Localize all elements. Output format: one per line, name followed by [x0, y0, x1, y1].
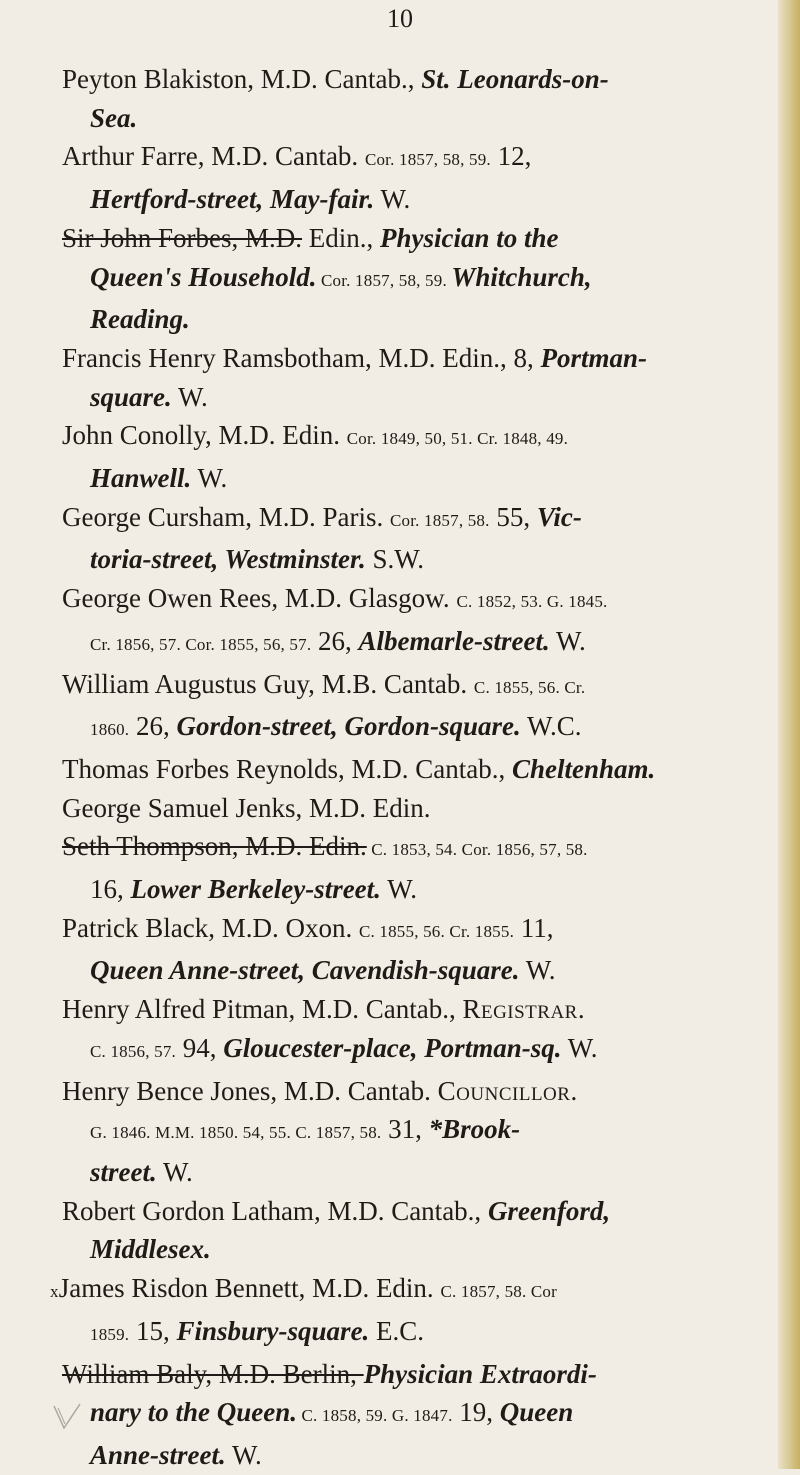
page-edge [778, 0, 800, 1469]
entry-address: square. [90, 381, 172, 412]
entry-text: 11, [514, 912, 554, 943]
entry-line [62, 990, 774, 1029]
entry-address: Gloucester-place, Portman-sq. [223, 1032, 562, 1063]
entry-dates: Cor. 1857, 58, 59. [316, 270, 452, 290]
entry-text: 31, [381, 1114, 429, 1145]
entry-text: George Cursham, M.D. Paris. [62, 501, 390, 532]
entry-line [62, 1230, 774, 1269]
entry-text: Arthur Farre, M.D. Cantab. [62, 141, 365, 172]
entry-text: Edin., [302, 222, 381, 253]
entry-text: W. [519, 955, 556, 986]
entry-address: Gordon-street, Gordon-square. [176, 711, 521, 742]
entry-address: Finsbury-square. [176, 1315, 370, 1346]
entry-line [62, 416, 774, 459]
entry-line [62, 1110, 774, 1153]
entry-text: 94, [176, 1032, 224, 1063]
entry-address: Queen's Household. [90, 261, 317, 292]
entry-line [62, 540, 774, 579]
entry-text: W. [156, 1156, 193, 1187]
entry-address: nary to the Queen. [90, 1397, 298, 1428]
entry-text: W. [549, 625, 586, 656]
entry-dates: C. 1856, 57. [90, 1041, 176, 1061]
entry-line [62, 99, 774, 138]
entry-dates: 1859. [90, 1324, 130, 1344]
entry-dates: C. 1857, 58. Cor [440, 1282, 557, 1302]
entry-line [62, 1312, 774, 1355]
entry-address: *Brook- [428, 1114, 521, 1145]
entry-text: James Risdon Bennett, M.D. Edin. [58, 1273, 441, 1304]
entry-address: street. [90, 1156, 157, 1187]
entry-address: Physician to the [380, 222, 559, 253]
entry-line [62, 258, 774, 301]
entry-dates: Cor. 1857, 58. [389, 510, 490, 530]
entry-line [62, 1393, 774, 1436]
entry-dates: C. 1855, 56. Cr. [473, 677, 586, 697]
entry-dates: C. 1858, 59. G. 1847. [297, 1406, 453, 1426]
entry-office: Registrar. [462, 994, 586, 1025]
entry-text: 26, [129, 711, 177, 742]
entry-line [62, 180, 774, 219]
entry-text: E.C. [369, 1315, 425, 1346]
entry-dates: C. 1852, 53. G. 1845. [456, 592, 608, 612]
entry-line [62, 1355, 774, 1394]
entry-address: Cheltenham. [511, 753, 656, 784]
entry-line [62, 1072, 774, 1111]
entry-text: George Samuel Jenks, M.D. Edin. [62, 792, 431, 823]
margin-note: x [50, 1282, 59, 1302]
entry-address: Albemarle-street. [358, 625, 550, 656]
entry-line [62, 219, 774, 258]
entry-address: Vic- [536, 501, 582, 532]
entry-text: 12, [490, 141, 532, 172]
entry-text: W. [191, 463, 228, 494]
entry-text: 19, [452, 1397, 500, 1428]
entry-line [62, 622, 774, 665]
entry-dates: Cor. 1857, 58, 59. [364, 150, 491, 170]
entry-address: Portman- [540, 342, 647, 373]
entry-text: 15, [129, 1315, 177, 1346]
entry-dates: 1860. [90, 720, 130, 740]
entry-text: Seth Thompson, M.D. Edin. [62, 831, 367, 862]
entry-line [62, 1029, 774, 1072]
entry-office: Councillor. [437, 1075, 578, 1106]
entry-line [62, 665, 774, 708]
entry-line [62, 459, 774, 498]
entry-line [62, 909, 774, 952]
entry-line [62, 60, 774, 99]
entry-text: W. [225, 1439, 262, 1470]
entry-line [62, 1153, 774, 1192]
entry-address: Middlesex. [90, 1234, 211, 1265]
entry-address: Physician Extraordi- [363, 1358, 597, 1389]
entry-address: toria-street, Westminster. [90, 544, 366, 575]
entry-line [62, 707, 774, 750]
entry-dates: Cor. 1849, 50, 51. Cr. 1848, 49. [346, 429, 569, 449]
entry-text: Sir John Forbes, M.D. [62, 222, 303, 253]
entry-address: Hanwell. [90, 463, 192, 494]
entry-text: W. [561, 1032, 598, 1063]
pencil-check-mark-icon [52, 1402, 82, 1432]
entry-text: 55, [489, 501, 537, 532]
entry-text: W. [171, 381, 208, 412]
entry-line [62, 951, 774, 990]
entry-text: George Owen Rees, M.D. Glasgow. [62, 583, 457, 614]
entry-line [62, 498, 774, 541]
entry-text: W. [380, 874, 417, 905]
entry-dates: Cr. 1856, 57. Cor. 1855, 56, 57. [90, 634, 312, 654]
entry-line [50, 1269, 774, 1312]
entry-line [62, 827, 774, 870]
entry-text: W.C. [520, 711, 582, 742]
entry-address: Anne-street. [90, 1439, 226, 1470]
entry-text: 16, [90, 874, 131, 905]
entry-dates: G. 1846. M.M. 1850. 54, 55. C. 1857, 58. [90, 1123, 382, 1143]
member-list [50, 60, 774, 1475]
entry-text: William Baly, M.D. Berlin, [62, 1358, 364, 1389]
entry-line [62, 1192, 774, 1231]
entry-address: Reading. [90, 304, 190, 335]
entry-dates: C. 1853, 54. Cor. 1856, 57, 58. [366, 840, 588, 860]
entry-address: St. Leonards-on- [421, 64, 609, 94]
entry-text: Henry Alfred Pitman, M.D. Cantab., [62, 994, 463, 1025]
entry-address: Sea. [90, 102, 138, 133]
entry-text: William Augustus Guy, M.B. Cantab. [62, 668, 474, 699]
entry-line [62, 300, 774, 339]
entry-address: Hertford-street, May-fair. [90, 184, 375, 215]
entry-address: Greenford, [487, 1195, 611, 1226]
entry-line [62, 870, 774, 909]
entry-line [62, 339, 774, 378]
entry-dates: C. 1855, 56. Cr. 1855. [358, 921, 515, 941]
entry-text: W. [374, 184, 411, 215]
page-number: 10 [387, 4, 413, 33]
entry-address: Queen [499, 1397, 574, 1428]
entry-text: Peyton Blakiston, M.D. Cantab., [62, 64, 422, 94]
entry-address: Queen Anne-street, Cavendish-square. [90, 955, 520, 986]
entry-text: 26, [311, 625, 359, 656]
entry-text: Patrick Black, M.D. Oxon. [62, 912, 359, 943]
entry-text: John Conolly, M.D. Edin. [62, 420, 347, 451]
entry-address: Whitchurch, [451, 261, 592, 292]
entry-text: S.W. [365, 544, 425, 575]
entry-text: Robert Gordon Latham, M.D. Cantab., [62, 1195, 488, 1226]
entry-address: Lower Berkeley-street. [130, 874, 381, 905]
entry-text: Francis Henry Ramsbotham, M.D. Edin., 8, [62, 342, 541, 373]
entry-text: Thomas Forbes Reynolds, M.D. Cantab., [62, 753, 512, 784]
entry-text: Henry Bence Jones, M.D. Cantab. [62, 1075, 438, 1106]
entry-line [62, 378, 774, 417]
entry-line [62, 579, 774, 622]
entry-line [62, 789, 774, 828]
entry-line [62, 137, 774, 180]
entry-line [62, 750, 774, 789]
